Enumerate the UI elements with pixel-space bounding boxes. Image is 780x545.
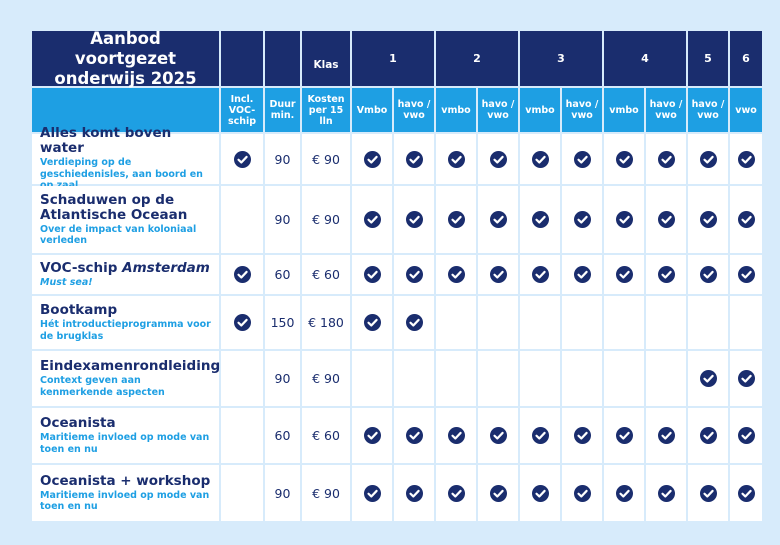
availability-cell: [436, 408, 476, 463]
check-circle-icon: [574, 266, 591, 283]
check-circle-icon: [448, 427, 465, 444]
check-circle-icon: [574, 211, 591, 228]
availability-cell: [478, 296, 518, 349]
availability-cell: [688, 186, 728, 253]
availability-cell: [478, 134, 518, 184]
check-circle-icon: [234, 151, 251, 168]
availability-cell: [394, 351, 434, 406]
header-grade-5: 5: [688, 31, 728, 86]
availability-cell: [478, 255, 518, 294]
availability-cell: [352, 186, 392, 253]
program-name-cell: [32, 186, 219, 253]
availability-cell: [352, 134, 392, 184]
availability-cell: [562, 255, 602, 294]
level-label: havo / vwo: [646, 88, 686, 132]
availability-cell: [562, 408, 602, 463]
cost-cell: € 90: [302, 186, 350, 253]
check-circle-icon: [658, 485, 675, 502]
availability-cell: [352, 408, 392, 463]
availability-cell: [478, 408, 518, 463]
check-circle-icon: [738, 427, 755, 444]
level-label: vwo: [730, 88, 762, 132]
level-label: havo / vwo: [394, 88, 434, 132]
header-grade-4: 4: [604, 31, 686, 86]
check-circle-icon: [574, 485, 591, 502]
availability-cell: [646, 186, 686, 253]
program-title: [40, 261, 210, 276]
incl-voc-cell: [221, 186, 263, 253]
availability-cell: [688, 296, 728, 349]
check-circle-icon: [406, 151, 423, 168]
availability-cell: [520, 186, 560, 253]
availability-cell: [604, 255, 644, 294]
availability-cell: [604, 465, 644, 521]
duration-cell: 90: [265, 186, 300, 253]
program-name-cell: [32, 125, 219, 184]
program-name-cell: [32, 255, 219, 294]
check-circle-icon: [532, 151, 549, 168]
availability-cell: [730, 134, 762, 184]
check-circle-icon: [700, 151, 717, 168]
program-description: Maritieme invloed op mode van toen en nu: [40, 489, 210, 512]
check-circle-icon: [448, 151, 465, 168]
program-title: Eindexamenrondleiding: [40, 358, 221, 374]
incl-voc-cell: [221, 255, 263, 294]
offer-table: [32, 28, 762, 521]
level-label: Vmbo: [352, 88, 392, 132]
cost-cell: € 90: [302, 134, 350, 184]
check-circle-icon: [658, 427, 675, 444]
availability-cell: [436, 255, 476, 294]
availability-cell: [520, 255, 560, 294]
availability-cell: [562, 296, 602, 349]
subheader-duur: Duur min.: [265, 88, 300, 132]
availability-cell: [520, 351, 560, 406]
program-title-italic: Amsterdam: [122, 259, 210, 276]
availability-cell: [436, 186, 476, 253]
incl-voc-cell: [221, 408, 263, 463]
check-circle-icon: [490, 427, 507, 444]
check-circle-icon: [658, 211, 675, 228]
program-name-cell: [32, 351, 219, 406]
availability-cell: [520, 465, 560, 521]
program-title: Oceanista: [40, 415, 116, 431]
availability-cell: [688, 134, 728, 184]
check-circle-icon: [700, 211, 717, 228]
availability-cell: [352, 465, 392, 521]
check-circle-icon: [364, 427, 381, 444]
availability-cell: [394, 134, 434, 184]
check-circle-icon: [490, 485, 507, 502]
check-circle-icon: [490, 266, 507, 283]
program-name-cell: [32, 296, 219, 349]
check-circle-icon: [658, 151, 675, 168]
duration-cell: 150: [265, 296, 300, 349]
program-title: Schaduwen op de Atlantische Oceaan: [40, 191, 188, 223]
availability-cell: [604, 351, 644, 406]
program-name-cell: [32, 465, 219, 521]
program-title: Alles komt boven water: [40, 125, 172, 157]
availability-cell: [688, 255, 728, 294]
check-circle-icon: [364, 266, 381, 283]
duration-cell: 60: [265, 255, 300, 294]
availability-cell: [478, 465, 518, 521]
table-title: Aanbod voortgezet onderwijs 2025: [32, 31, 219, 86]
availability-cell: [688, 408, 728, 463]
availability-cell: [730, 465, 762, 521]
availability-cell: [436, 351, 476, 406]
level-label: havo / vwo: [562, 88, 602, 132]
check-circle-icon: [738, 151, 755, 168]
header-blank-voc: [221, 31, 263, 86]
availability-cell: [436, 465, 476, 521]
availability-cell: [688, 465, 728, 521]
program-description: Over de impact van koloniaal verleden: [40, 223, 197, 246]
check-circle-icon: [738, 370, 755, 387]
cost-cell: € 180: [302, 296, 350, 349]
subheader-kosten: Kosten per 15 lln: [302, 88, 350, 132]
check-circle-icon: [406, 211, 423, 228]
program-name-cell: [32, 408, 219, 463]
check-circle-icon: [406, 266, 423, 283]
program-description: Maritieme invloed op mode van toen en nu: [40, 432, 210, 455]
check-circle-icon: [574, 151, 591, 168]
program-description: Verdieping op de geschiedenisles, aan boord en: [40, 157, 203, 180]
availability-cell: [604, 186, 644, 253]
check-circle-icon: [234, 314, 251, 331]
check-circle-icon: [574, 427, 591, 444]
availability-cell: [730, 296, 762, 349]
check-circle-icon: [406, 427, 423, 444]
availability-cell: [562, 186, 602, 253]
check-circle-icon: [448, 266, 465, 283]
availability-cell: [688, 351, 728, 406]
availability-cell: [604, 408, 644, 463]
level-label: vmbo: [436, 88, 476, 132]
check-circle-icon: [406, 314, 423, 331]
availability-cell: [730, 408, 762, 463]
availability-cell: [646, 134, 686, 184]
availability-cell: [646, 255, 686, 294]
check-circle-icon: [532, 485, 549, 502]
availability-cell: [520, 408, 560, 463]
program-title: Oceanista + workshop: [40, 472, 211, 489]
check-circle-icon: [448, 211, 465, 228]
check-circle-icon: [364, 151, 381, 168]
check-circle-icon: [616, 211, 633, 228]
availability-cell: [520, 296, 560, 349]
cost-cell: € 60: [302, 255, 350, 294]
availability-cell: [562, 134, 602, 184]
check-circle-icon: [738, 485, 755, 502]
cost-cell: € 60: [302, 408, 350, 463]
cost-cell: € 90: [302, 351, 350, 406]
level-label: vmbo: [604, 88, 644, 132]
check-circle-icon: [234, 266, 251, 283]
availability-cell: [394, 408, 434, 463]
availability-cell: [394, 296, 434, 349]
incl-voc-cell: [221, 134, 263, 184]
header-blank-duur: [265, 31, 300, 86]
duration-cell: 60: [265, 408, 300, 463]
availability-cell: [394, 186, 434, 253]
availability-cell: [646, 296, 686, 349]
check-circle-icon: [616, 151, 633, 168]
program-title: Bootkamp: [40, 302, 118, 318]
availability-cell: [478, 351, 518, 406]
availability-cell: [436, 134, 476, 184]
check-circle-icon: [532, 266, 549, 283]
program-description: Context geven aan kenmerkende aspecten: [40, 375, 165, 398]
check-circle-icon: [532, 211, 549, 228]
check-circle-icon: [532, 427, 549, 444]
availability-cell: [562, 465, 602, 521]
check-circle-icon: [364, 485, 381, 502]
check-circle-icon: [700, 485, 717, 502]
header-grade-2: 2: [436, 31, 518, 86]
incl-voc-cell: [221, 465, 263, 521]
availability-cell: [646, 408, 686, 463]
availability-cell: [478, 186, 518, 253]
check-circle-icon: [616, 485, 633, 502]
check-circle-icon: [658, 266, 675, 283]
availability-cell: [394, 465, 434, 521]
availability-cell: [352, 351, 392, 406]
header-klas: Klas: [302, 31, 350, 86]
duration-cell: 90: [265, 351, 300, 406]
availability-cell: [436, 296, 476, 349]
header-grade-1: 1: [352, 31, 434, 86]
availability-cell: [604, 134, 644, 184]
duration-cell: 90: [265, 465, 300, 521]
check-circle-icon: [700, 370, 717, 387]
check-circle-icon: [738, 211, 755, 228]
check-circle-icon: [364, 314, 381, 331]
program-title-prefix: VOC-schip: [40, 259, 123, 276]
incl-voc-cell: [221, 296, 263, 349]
check-circle-icon: [406, 485, 423, 502]
availability-cell: [646, 465, 686, 521]
availability-cell: [562, 351, 602, 406]
cost-cell: € 90: [302, 465, 350, 521]
availability-cell: [646, 351, 686, 406]
check-circle-icon: [700, 266, 717, 283]
subheader-incl-voc: Incl. VOC-schip: [221, 88, 263, 132]
availability-cell: [352, 296, 392, 349]
header-grade-6: 6: [730, 31, 762, 86]
incl-voc-cell: [221, 351, 263, 406]
availability-cell: [730, 186, 762, 253]
availability-cell: [730, 255, 762, 294]
availability-cell: [730, 351, 762, 406]
header-grade-3: 3: [520, 31, 602, 86]
check-circle-icon: [616, 266, 633, 283]
program-description: Must sea!: [40, 276, 93, 288]
check-circle-icon: [364, 211, 381, 228]
check-circle-icon: [738, 266, 755, 283]
check-circle-icon: [700, 427, 717, 444]
level-label: havo / vwo: [478, 88, 518, 132]
availability-cell: [520, 134, 560, 184]
program-description: Hét introductieprogramma voor de brugklas: [40, 319, 211, 342]
duration-cell: 90: [265, 134, 300, 184]
check-circle-icon: [616, 427, 633, 444]
check-circle-icon: [448, 485, 465, 502]
availability-cell: [604, 296, 644, 349]
check-circle-icon: [490, 151, 507, 168]
check-circle-icon: [490, 211, 507, 228]
availability-cell: [394, 255, 434, 294]
level-label: vmbo: [520, 88, 560, 132]
level-label: havo / vwo: [688, 88, 728, 132]
availability-cell: [352, 255, 392, 294]
